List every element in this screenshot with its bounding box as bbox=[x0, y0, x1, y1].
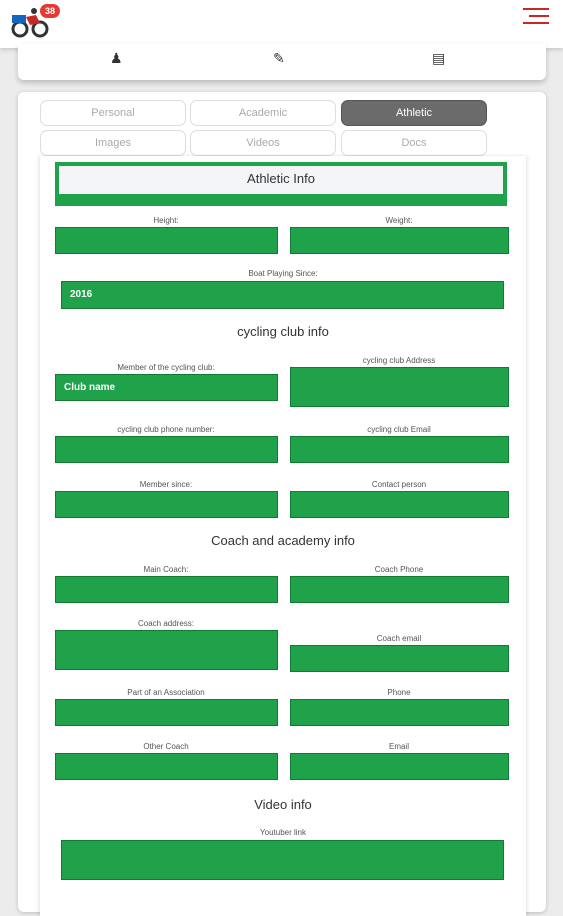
tab-images[interactable]: Images bbox=[40, 130, 186, 156]
contact-field[interactable] bbox=[290, 491, 509, 518]
club-email-label: cycling club Email bbox=[367, 425, 431, 434]
club-phone-field[interactable] bbox=[55, 436, 278, 463]
weight-field[interactable] bbox=[290, 227, 509, 254]
section-title: Athletic Info bbox=[59, 166, 503, 194]
member-field[interactable]: Club name bbox=[55, 374, 278, 401]
youtube-field[interactable] bbox=[61, 840, 504, 880]
club-phone-label: cycling club phone number: bbox=[117, 425, 215, 434]
coach-phone-field[interactable] bbox=[290, 576, 509, 603]
youtube-label: Youtuber link bbox=[260, 828, 306, 837]
main-coach-label: Main Coach: bbox=[143, 565, 189, 574]
main-coach-field[interactable] bbox=[55, 576, 278, 603]
tab-docs[interactable]: Docs bbox=[341, 130, 487, 156]
club-heading: cycling club info bbox=[237, 324, 329, 339]
pencil-icon[interactable]: ✎ bbox=[273, 50, 285, 66]
member-since-label: Member since: bbox=[139, 480, 193, 489]
book-icon[interactable]: ▤ bbox=[432, 50, 446, 66]
association-label: Part of an Association bbox=[127, 688, 205, 697]
phone-label: Phone bbox=[387, 688, 411, 697]
user-icon[interactable]: ♟ bbox=[110, 50, 123, 66]
notification-badge: 38 bbox=[40, 4, 60, 18]
weight-label: Weight: bbox=[385, 216, 413, 225]
coach-address-label: Coach address: bbox=[137, 619, 195, 628]
coach-address-field[interactable] bbox=[55, 630, 278, 670]
tab-academic[interactable]: Academic bbox=[190, 100, 336, 126]
member-since-field[interactable] bbox=[55, 491, 278, 518]
other-coach-field[interactable] bbox=[55, 753, 278, 780]
menu-icon[interactable] bbox=[523, 8, 549, 26]
height-label: Height: bbox=[153, 216, 179, 225]
association-field[interactable] bbox=[55, 699, 278, 726]
video-heading: Video info bbox=[254, 797, 312, 812]
club-address-label: cycling club Address bbox=[362, 356, 436, 365]
boat-field[interactable]: 2016 bbox=[61, 281, 504, 309]
profile-card bbox=[18, 92, 546, 912]
club-address-field[interactable] bbox=[290, 367, 509, 407]
phone-field[interactable] bbox=[290, 699, 509, 726]
email-label: Email bbox=[388, 742, 409, 751]
tab-personal[interactable]: Personal bbox=[40, 100, 186, 126]
section-header bbox=[55, 162, 507, 206]
height-field[interactable] bbox=[55, 227, 278, 254]
email-field[interactable] bbox=[290, 753, 509, 780]
tab-athletic[interactable]: Athletic bbox=[341, 100, 487, 126]
other-coach-label: Other Coach bbox=[143, 742, 189, 751]
member-label: Member of the cycling club: bbox=[117, 363, 215, 372]
contact-label: Contact person bbox=[371, 480, 427, 489]
club-email-field[interactable] bbox=[290, 436, 509, 463]
coach-heading: Coach and academy info bbox=[211, 533, 355, 548]
coach-email-label: Coach email bbox=[376, 634, 422, 643]
profile-icons-bar bbox=[18, 44, 546, 80]
tab-videos[interactable]: Videos bbox=[190, 130, 336, 156]
boat-label: Boat Playing Since: bbox=[248, 269, 318, 278]
coach-phone-label: Coach Phone bbox=[374, 565, 424, 574]
coach-email-field[interactable] bbox=[290, 645, 509, 672]
top-bar bbox=[0, 0, 563, 48]
athletic-form bbox=[40, 156, 526, 916]
